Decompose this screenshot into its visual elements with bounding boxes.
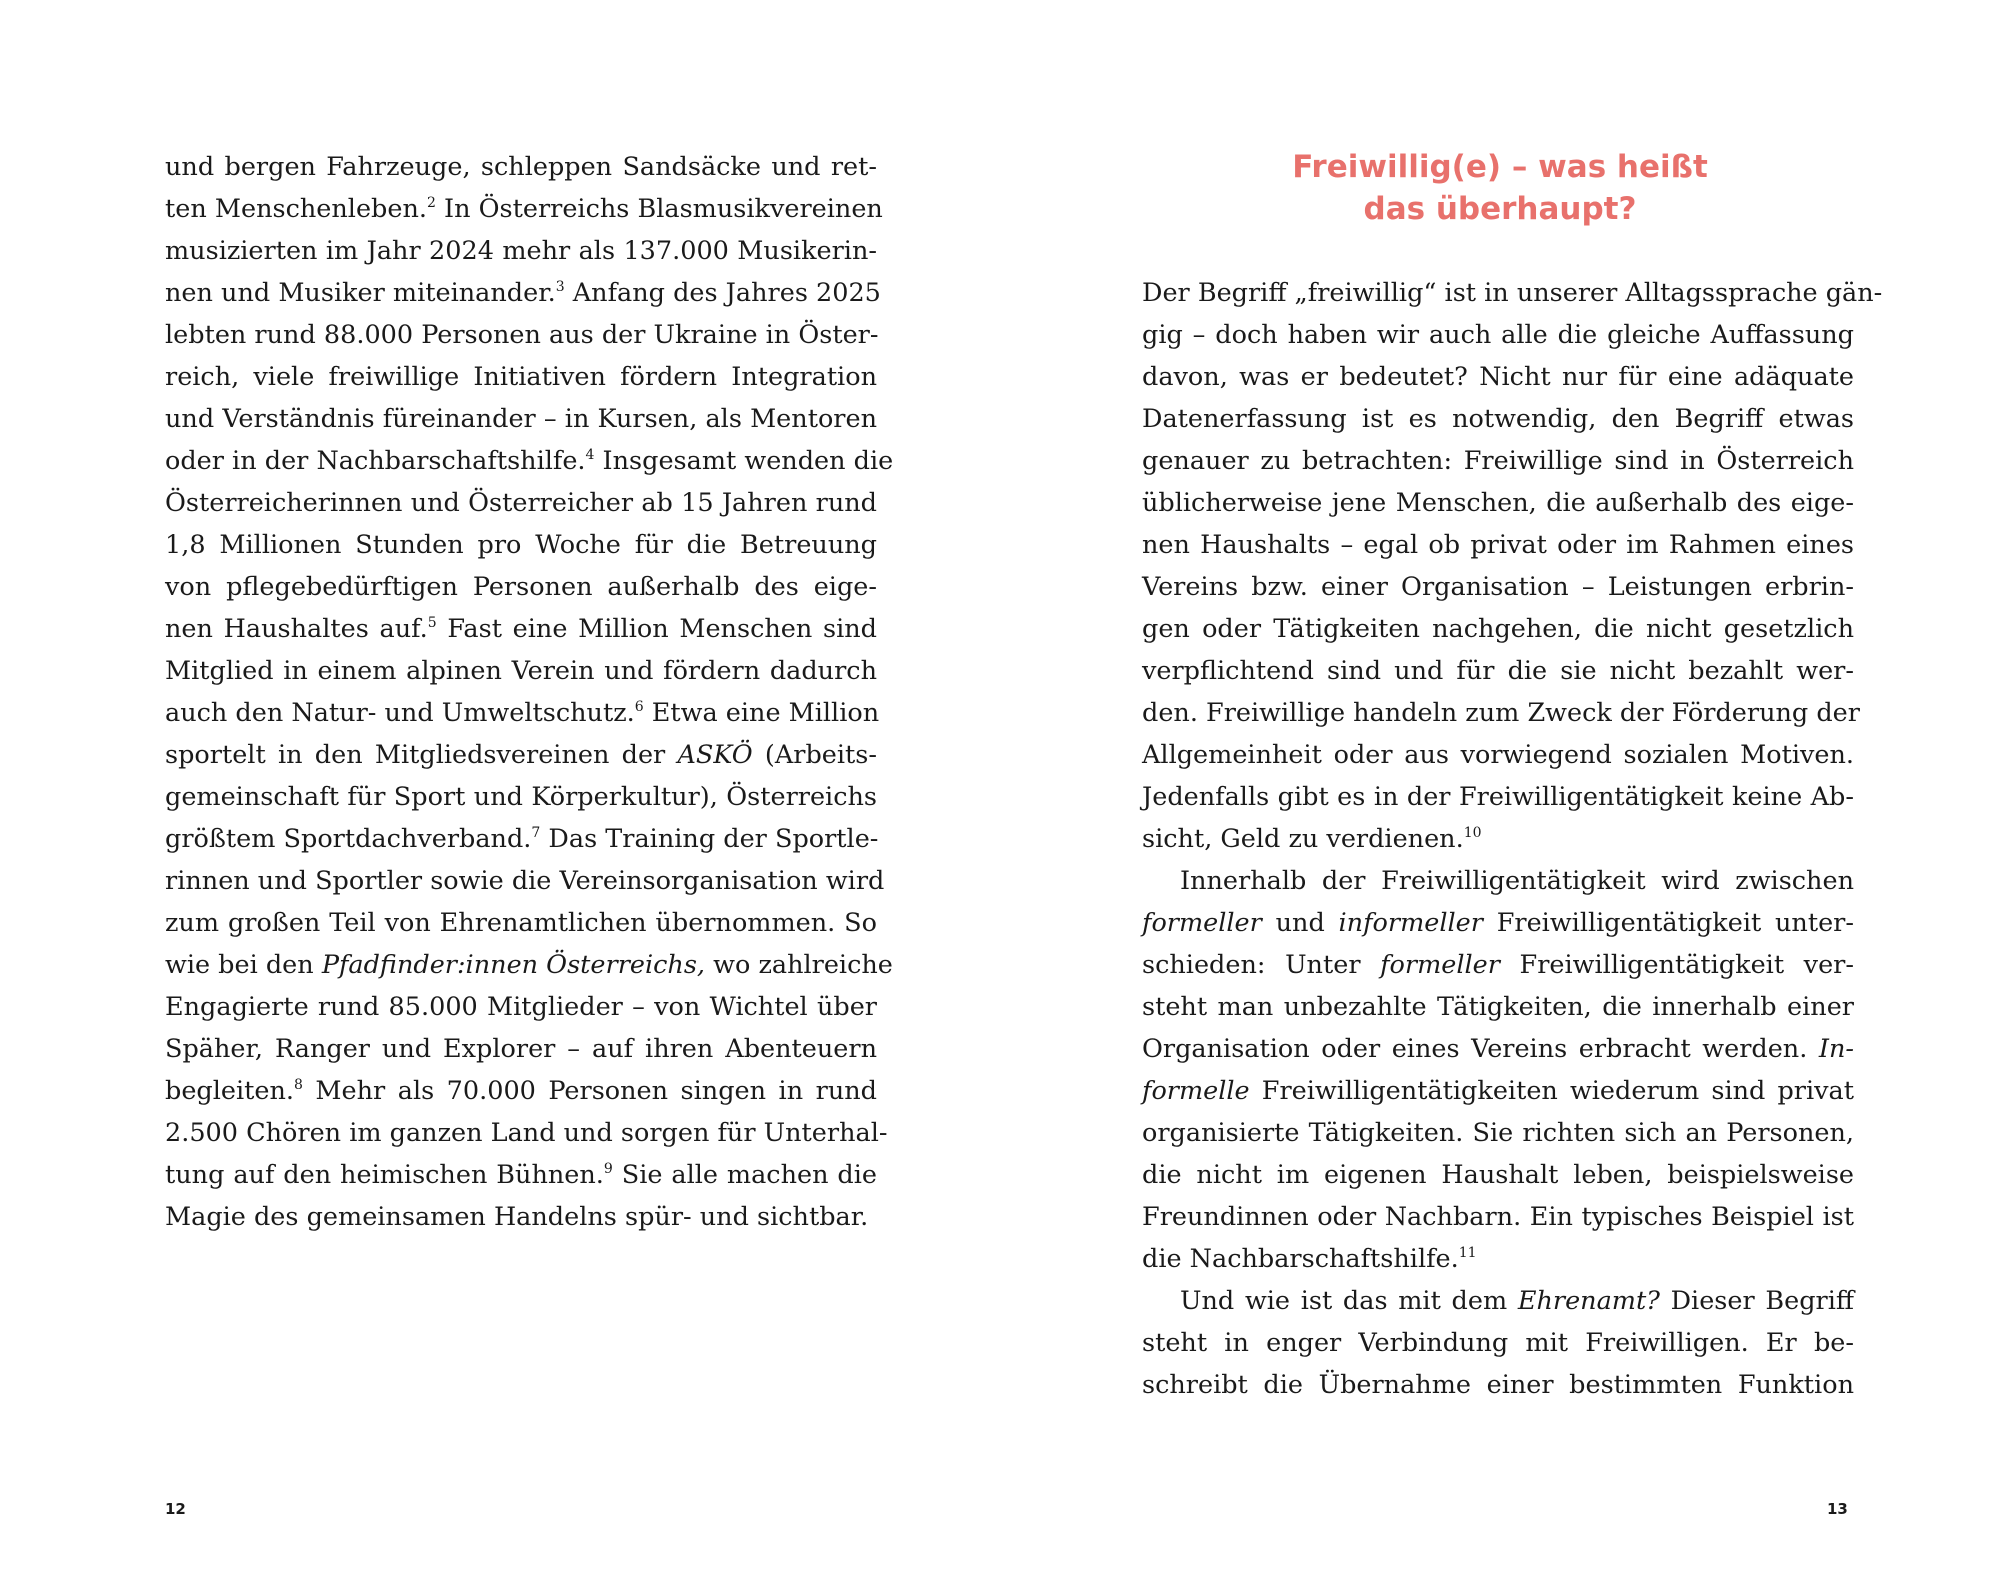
left-text-line — [165, 230, 877, 272]
left-text-line — [165, 1112, 888, 1154]
footnote-marker: 11 — [1458, 1245, 1477, 1262]
page-number-left: 12 — [165, 1500, 186, 1518]
text-segment: Freundinnen oder Nachbarn. Ein typisches Beispiel ist — [1142, 1202, 1854, 1232]
text-segment: gig – doch haben wir auch alle die gleiche Auffassung — [1142, 320, 1854, 350]
text-segment: Österreicherinnen und Österreicher ab 15 Jahren rund — [165, 488, 877, 518]
text-segment: zum großen Teil von Ehrenamtlichen übernommen. So — [165, 908, 877, 938]
right-text-line — [1142, 524, 1854, 566]
text-segment: üblicherweise jene Menschen, die außerhalb des eige- — [1142, 488, 1854, 518]
text-segment: und bergen Fahrzeuge, schleppen Sandsäcke und ret- — [165, 152, 877, 182]
right-text-line — [1142, 398, 1854, 440]
text-segment: Innerhalb der Freiwilligentätigkeit wird zwischen — [1180, 866, 1854, 896]
italic-term: formelle — [1142, 1076, 1250, 1106]
text-segment: sportelt in den Mitgliedsvereinen der — [165, 740, 678, 770]
text-segment: Datenerfassung ist es notwendig, den Begriff etwas — [1142, 404, 1854, 434]
text-segment: Allgemeinheit oder aus vorwiegend sozialen Motiven. — [1142, 740, 1854, 770]
right-text-line — [1142, 734, 1854, 776]
text-segment: Freiwilligentätigkeiten wiederum sind privat — [1249, 1076, 1854, 1106]
right-text-line — [1142, 1070, 1854, 1112]
text-segment: Mitglied in einem alpinen Verein und fördern dadurch — [165, 656, 877, 686]
right-text-line — [1142, 608, 1854, 650]
text-segment: rinnen und Sportler sowie die Vereinsorganisation wird — [165, 866, 885, 896]
text-segment: Engagierte rund 85.000 Mitglieder – von Wichtel über — [165, 992, 877, 1022]
text-segment: In Österreichs Blasmusikvereinen — [435, 194, 883, 224]
italic-term: formeller — [1380, 950, 1500, 980]
footnote-marker: 6 — [634, 699, 644, 716]
right-text-line — [1142, 1112, 1854, 1154]
right-text-line — [1142, 1280, 1854, 1322]
right-text-line — [1142, 944, 1854, 986]
text-segment: Der Begriff „freiwillig“ ist in unserer Alltagssprache gän- — [1142, 278, 1883, 308]
left-text-line — [165, 986, 877, 1028]
left-text-line — [165, 524, 877, 566]
right-text-line — [1142, 692, 1860, 734]
text-segment: Magie des gemeinsamen Handelns spür- und sichtbar. — [165, 1202, 869, 1232]
text-segment: Mehr als 70.000 Personen singen in rund — [302, 1076, 877, 1106]
italic-term: formeller — [1142, 908, 1262, 938]
right-text-line — [1142, 902, 1854, 944]
text-segment: steht in enger Verbindung mit Freiwilligen. Er be- — [1142, 1328, 1854, 1358]
right-text-line — [1142, 1196, 1854, 1238]
text-segment: nen und Musiker miteinander. — [165, 278, 556, 308]
text-segment: Anfang des Jahres 2025 — [564, 278, 881, 308]
footnote-marker: 5 — [427, 615, 437, 632]
right-text-line — [1142, 1028, 1854, 1070]
left-text-line — [165, 902, 877, 944]
left-text-line — [165, 188, 883, 230]
text-segment: 1,8 Millionen Stunden pro Woche für die Betreuung — [165, 530, 877, 560]
text-segment: Vereins bzw. einer Organisation – Leistungen erbrin- — [1142, 572, 1854, 602]
chapter-heading-line-2: das überhaupt? — [1363, 191, 1637, 227]
text-segment: oder in der Nachbarschaftshilfe. — [165, 446, 586, 476]
text-segment: Organisation oder eines Vereins erbracht werden. — [1142, 1034, 1819, 1064]
right-body-text — [1142, 272, 1883, 1406]
italic-term: Ehrenamt? — [1517, 1286, 1660, 1316]
text-segment: Insgesamt wenden die — [594, 446, 894, 476]
right-text-line — [1142, 818, 1854, 860]
right-text-line — [1142, 860, 1854, 902]
text-segment: genauer zu betrachten: Freiwillige sind in Österreich — [1142, 446, 1854, 476]
text-segment: lebten rund 88.000 Personen aus der Ukraine in Öster- — [165, 320, 879, 350]
right-text-line — [1142, 986, 1854, 1028]
text-segment: Dieser Begriff — [1659, 1286, 1854, 1316]
text-segment: gen oder Tätigkeiten nachgehen, die nicht gesetzlich — [1142, 614, 1854, 644]
left-text-line — [165, 356, 877, 398]
text-segment: reich, viele freiwillige Initiativen fördern Integration — [165, 362, 877, 392]
text-segment: davon, was er bedeutet? Nicht nur für eine adäquate — [1142, 362, 1854, 392]
text-segment: schieden: Unter — [1142, 950, 1381, 980]
right-text-line — [1142, 1238, 1854, 1280]
text-segment: Das Training der Sportle- — [540, 824, 879, 854]
right-text-line — [1142, 314, 1854, 356]
text-segment: 2.500 Chören im ganzen Land und sorgen für Unterhal- — [165, 1118, 888, 1148]
left-text-line — [165, 566, 877, 608]
left-text-line — [165, 608, 877, 650]
italic-term: In- — [1818, 1034, 1854, 1064]
text-segment: musizierten im Jahr 2024 mehr als 137.000 Musikerin- — [165, 236, 877, 266]
left-text-line — [165, 272, 881, 314]
text-segment: die Nachbarschaftshilfe. — [1142, 1244, 1459, 1274]
left-text-line — [165, 650, 877, 692]
left-body-text — [165, 146, 894, 1238]
text-segment: verpflichtend sind und für die sie nicht bezahlt wer- — [1142, 656, 1854, 686]
text-segment: und — [1261, 908, 1339, 938]
italic-term: Pfadfinder:innen Österreichs, — [321, 950, 706, 980]
chapter-heading-line-1: Freiwillig(e) – was heißt — [1292, 149, 1708, 185]
text-segment: begleiten. — [165, 1076, 295, 1106]
text-segment: tung auf den heimischen Bühnen. — [165, 1160, 604, 1190]
footnote-marker: 8 — [294, 1077, 303, 1094]
right-text-line — [1142, 356, 1854, 398]
text-segment: organisierte Tätigkeiten. Sie richten sich an Personen, — [1142, 1118, 1854, 1148]
right-text-line — [1142, 1154, 1854, 1196]
right-text-line — [1142, 440, 1854, 482]
left-text-line — [165, 734, 877, 776]
right-text-line — [1142, 1364, 1854, 1406]
text-segment: steht man unbezahlte Tätigkeiten, die innerhalb einer — [1142, 992, 1854, 1022]
text-segment: größtem Sportdachverband. — [165, 824, 532, 854]
text-segment: Späher, Ranger und Explorer – auf ihren Abenteuern — [165, 1034, 877, 1064]
right-text-line — [1142, 272, 1883, 314]
text-segment: sicht, Geld zu verdienen. — [1142, 824, 1464, 854]
left-text-line — [165, 146, 877, 188]
left-text-line — [165, 860, 885, 902]
text-segment: Jedenfalls gibt es in der Freiwilligentätigkeit keine Ab- — [1142, 782, 1854, 812]
text-segment: auch den Natur- und Umweltschutz. — [165, 698, 635, 728]
text-segment: wo zahlreiche — [705, 950, 893, 980]
text-segment: Sie alle machen die — [612, 1160, 877, 1190]
left-text-line — [165, 692, 880, 734]
chapter-heading — [1000, 146, 2000, 230]
footnote-marker: 4 — [585, 447, 595, 464]
left-text-line — [165, 398, 877, 440]
text-segment: nen Haushaltes auf. — [165, 614, 428, 644]
text-segment: Fast eine Million Menschen sind — [436, 614, 877, 644]
left-text-line — [165, 314, 877, 356]
footnote-marker: 3 — [555, 279, 565, 296]
page-number-right: 13 — [1827, 1500, 1848, 1518]
italic-term: informeller — [1338, 908, 1483, 938]
right-text-line — [1142, 776, 1854, 818]
right-page — [1000, 0, 2000, 1592]
text-segment: schreibt die Übernahme einer bestimmten Funktion — [1142, 1370, 1854, 1400]
left-text-line — [165, 1028, 877, 1070]
text-segment: von pflegebedürftigen Personen außerhalb des eige- — [165, 572, 877, 602]
text-segment: gemeinschaft für Sport und Körperkultur), Österreichs — [165, 782, 877, 812]
left-text-line — [165, 1196, 877, 1238]
text-segment: ten Menschenleben. — [165, 194, 427, 224]
footnote-marker: 2 — [427, 195, 436, 212]
left-text-line — [165, 1154, 877, 1196]
text-segment: Freiwilligentätigkeit ver- — [1499, 950, 1854, 980]
italic-term: ASKÖ — [677, 740, 753, 770]
text-segment: (Arbeits- — [752, 740, 877, 770]
text-segment: die nicht im eigenen Haushalt leben, beispielsweise — [1142, 1160, 1854, 1190]
left-text-line — [165, 776, 877, 818]
text-segment: nen Haushalts – egal ob privat oder im Rahmen eines — [1142, 530, 1854, 560]
text-segment: Freiwilligentätigkeit unter- — [1482, 908, 1854, 938]
text-segment: Etwa eine Million — [643, 698, 880, 728]
text-segment: und Verständnis füreinander – in Kursen, als Mentoren — [165, 404, 877, 434]
text-segment: den. Freiwillige handeln zum Zweck der Förderung der — [1142, 698, 1860, 728]
text-segment: wie bei den — [165, 950, 322, 980]
right-text-line — [1142, 650, 1854, 692]
left-text-line — [165, 482, 877, 524]
footnote-marker: 9 — [603, 1161, 613, 1178]
right-text-line — [1142, 1322, 1854, 1364]
right-text-line — [1142, 482, 1854, 524]
footnote-marker: 10 — [1463, 825, 1482, 842]
left-text-line — [165, 440, 894, 482]
text-segment: Und wie ist das mit dem — [1180, 1286, 1518, 1316]
footnote-marker: 7 — [531, 825, 541, 842]
left-text-line — [165, 1070, 877, 1112]
left-text-line — [165, 818, 877, 860]
right-text-line — [1142, 566, 1854, 608]
left-text-line — [165, 944, 893, 986]
